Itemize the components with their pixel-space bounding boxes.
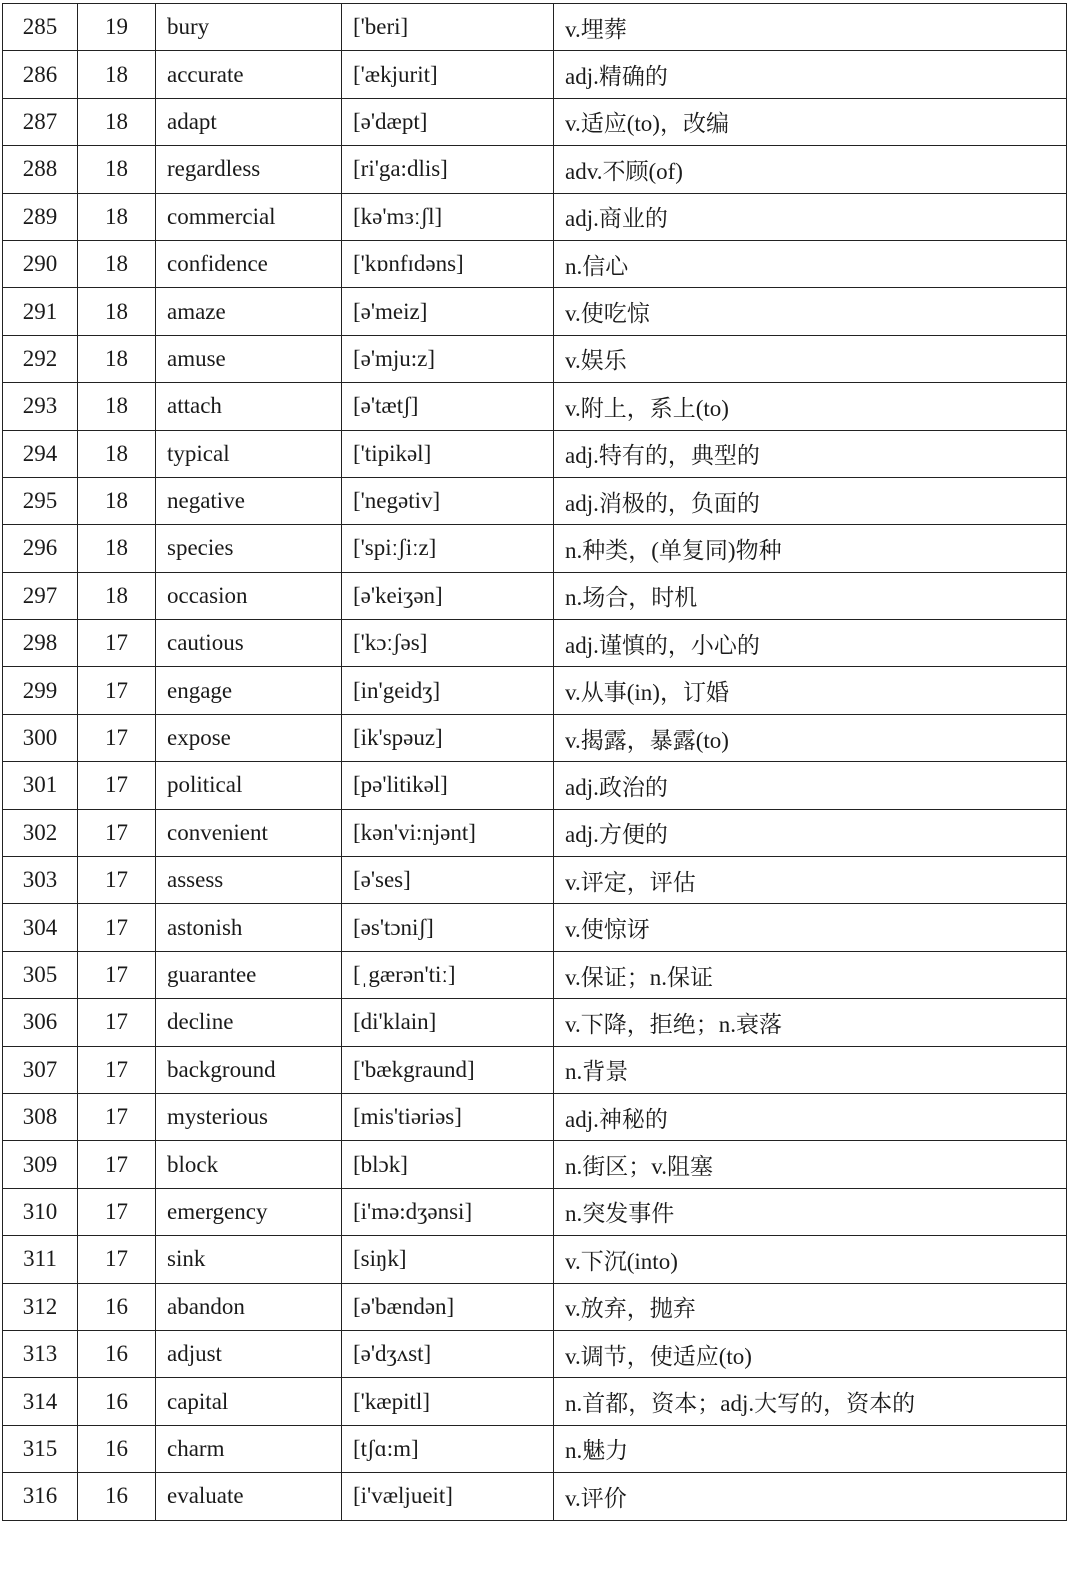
row-index: 312 bbox=[3, 1283, 78, 1330]
chinese-meaning: v.适应(to)，改编 bbox=[554, 98, 1067, 145]
phonetic-transcription: [ə'dæpt] bbox=[342, 98, 554, 145]
table-row bbox=[3, 146, 1067, 193]
row-index: 292 bbox=[3, 335, 78, 382]
row-index: 316 bbox=[3, 1473, 78, 1520]
frequency-count: 18 bbox=[78, 193, 156, 240]
chinese-meaning: n.魅力 bbox=[554, 1425, 1067, 1472]
table-row bbox=[3, 288, 1067, 335]
phonetic-transcription: [blɔk] bbox=[342, 1141, 554, 1188]
row-index: 300 bbox=[3, 714, 78, 761]
frequency-count: 16 bbox=[78, 1473, 156, 1520]
row-index: 296 bbox=[3, 525, 78, 572]
word: cautious bbox=[156, 620, 342, 667]
word: assess bbox=[156, 857, 342, 904]
chinese-meaning: v.放弃，抛弃 bbox=[554, 1283, 1067, 1330]
word: astonish bbox=[156, 904, 342, 951]
phonetic-transcription: [ə'meiz] bbox=[342, 288, 554, 335]
frequency-count: 18 bbox=[78, 477, 156, 524]
frequency-count: 17 bbox=[78, 1188, 156, 1235]
chinese-meaning: adj.精确的 bbox=[554, 51, 1067, 98]
phonetic-transcription: [ə'dʒʌst] bbox=[342, 1330, 554, 1377]
table-row bbox=[3, 477, 1067, 524]
chinese-meaning: adj.谨慎的，小心的 bbox=[554, 620, 1067, 667]
frequency-count: 17 bbox=[78, 904, 156, 951]
row-index: 286 bbox=[3, 51, 78, 98]
chinese-meaning: n.场合，时机 bbox=[554, 572, 1067, 619]
chinese-meaning: adj.特有的，典型的 bbox=[554, 430, 1067, 477]
word: expose bbox=[156, 714, 342, 761]
frequency-count: 17 bbox=[78, 667, 156, 714]
table-row bbox=[3, 809, 1067, 856]
chinese-meaning: v.使吃惊 bbox=[554, 288, 1067, 335]
chinese-meaning: v.评定，评估 bbox=[554, 857, 1067, 904]
frequency-count: 18 bbox=[78, 98, 156, 145]
chinese-meaning: v.娱乐 bbox=[554, 335, 1067, 382]
chinese-meaning: adj.消极的，负面的 bbox=[554, 477, 1067, 524]
row-index: 285 bbox=[3, 4, 78, 51]
frequency-count: 17 bbox=[78, 809, 156, 856]
table-row bbox=[3, 1236, 1067, 1283]
phonetic-transcription: [ə'keiʒən] bbox=[342, 572, 554, 619]
row-index: 302 bbox=[3, 809, 78, 856]
frequency-count: 17 bbox=[78, 1236, 156, 1283]
phonetic-transcription: [ə'tætʃ] bbox=[342, 383, 554, 430]
phonetic-transcription: ['tipikəl] bbox=[342, 430, 554, 477]
chinese-meaning: v.使惊讶 bbox=[554, 904, 1067, 951]
frequency-count: 17 bbox=[78, 951, 156, 998]
row-index: 301 bbox=[3, 762, 78, 809]
table-row bbox=[3, 1425, 1067, 1472]
frequency-count: 19 bbox=[78, 4, 156, 51]
word: attach bbox=[156, 383, 342, 430]
phonetic-transcription: [ik'spəuz] bbox=[342, 714, 554, 761]
table-row bbox=[3, 4, 1067, 51]
row-index: 287 bbox=[3, 98, 78, 145]
word: engage bbox=[156, 667, 342, 714]
table-row bbox=[3, 999, 1067, 1046]
table-row bbox=[3, 1473, 1067, 1520]
word: regardless bbox=[156, 146, 342, 193]
table-row bbox=[3, 51, 1067, 98]
word: decline bbox=[156, 999, 342, 1046]
phonetic-transcription: ['spiːʃiːz] bbox=[342, 525, 554, 572]
chinese-meaning: v.附上，系上(to) bbox=[554, 383, 1067, 430]
row-index: 305 bbox=[3, 951, 78, 998]
table-row bbox=[3, 1330, 1067, 1377]
frequency-count: 16 bbox=[78, 1330, 156, 1377]
chinese-meaning: adj.方便的 bbox=[554, 809, 1067, 856]
vocabulary-table-body bbox=[3, 4, 1067, 1521]
frequency-count: 18 bbox=[78, 51, 156, 98]
word: amuse bbox=[156, 335, 342, 382]
table-row bbox=[3, 714, 1067, 761]
frequency-count: 17 bbox=[78, 1093, 156, 1140]
table-row bbox=[3, 572, 1067, 619]
row-index: 304 bbox=[3, 904, 78, 951]
phonetic-transcription: [ə'mju:z] bbox=[342, 335, 554, 382]
frequency-count: 18 bbox=[78, 383, 156, 430]
chinese-meaning: v.调节，使适应(to) bbox=[554, 1330, 1067, 1377]
row-index: 313 bbox=[3, 1330, 78, 1377]
frequency-count: 17 bbox=[78, 620, 156, 667]
row-index: 309 bbox=[3, 1141, 78, 1188]
table-row bbox=[3, 240, 1067, 287]
word: species bbox=[156, 525, 342, 572]
phonetic-transcription: [ə'ses] bbox=[342, 857, 554, 904]
frequency-count: 17 bbox=[78, 714, 156, 761]
table-row bbox=[3, 904, 1067, 951]
frequency-count: 18 bbox=[78, 430, 156, 477]
word: background bbox=[156, 1046, 342, 1093]
word: amaze bbox=[156, 288, 342, 335]
phonetic-transcription: [kən'vi:njənt] bbox=[342, 809, 554, 856]
vocabulary-table bbox=[2, 3, 1067, 1521]
table-row bbox=[3, 1378, 1067, 1425]
word: capital bbox=[156, 1378, 342, 1425]
word: emergency bbox=[156, 1188, 342, 1235]
frequency-count: 18 bbox=[78, 288, 156, 335]
row-index: 299 bbox=[3, 667, 78, 714]
table-row bbox=[3, 193, 1067, 240]
row-index: 291 bbox=[3, 288, 78, 335]
word: guarantee bbox=[156, 951, 342, 998]
table-row bbox=[3, 98, 1067, 145]
table-row bbox=[3, 762, 1067, 809]
phonetic-transcription: [i'væljueit] bbox=[342, 1473, 554, 1520]
word: evaluate bbox=[156, 1473, 342, 1520]
row-index: 310 bbox=[3, 1188, 78, 1235]
phonetic-transcription: ['kɔːʃəs] bbox=[342, 620, 554, 667]
word: typical bbox=[156, 430, 342, 477]
chinese-meaning: v.揭露，暴露(to) bbox=[554, 714, 1067, 761]
row-index: 307 bbox=[3, 1046, 78, 1093]
row-index: 295 bbox=[3, 477, 78, 524]
table-row bbox=[3, 430, 1067, 477]
word: bury bbox=[156, 4, 342, 51]
table-row bbox=[3, 620, 1067, 667]
table-row bbox=[3, 1188, 1067, 1235]
table-row bbox=[3, 667, 1067, 714]
phonetic-transcription: ['ækjurit] bbox=[342, 51, 554, 98]
chinese-meaning: v.评价 bbox=[554, 1473, 1067, 1520]
word: accurate bbox=[156, 51, 342, 98]
table-row bbox=[3, 857, 1067, 904]
row-index: 315 bbox=[3, 1425, 78, 1472]
frequency-count: 17 bbox=[78, 762, 156, 809]
frequency-count: 17 bbox=[78, 1046, 156, 1093]
row-index: 293 bbox=[3, 383, 78, 430]
table-row bbox=[3, 1046, 1067, 1093]
table-row bbox=[3, 335, 1067, 382]
frequency-count: 17 bbox=[78, 857, 156, 904]
word: political bbox=[156, 762, 342, 809]
phonetic-transcription: [əs'tɔniʃ] bbox=[342, 904, 554, 951]
table-row bbox=[3, 1141, 1067, 1188]
frequency-count: 16 bbox=[78, 1283, 156, 1330]
word: convenient bbox=[156, 809, 342, 856]
table-row bbox=[3, 951, 1067, 998]
row-index: 311 bbox=[3, 1236, 78, 1283]
row-index: 306 bbox=[3, 999, 78, 1046]
frequency-count: 17 bbox=[78, 999, 156, 1046]
word: block bbox=[156, 1141, 342, 1188]
word: charm bbox=[156, 1425, 342, 1472]
phonetic-transcription: [siŋk] bbox=[342, 1236, 554, 1283]
frequency-count: 18 bbox=[78, 572, 156, 619]
phonetic-transcription: ['kɒnfɪdəns] bbox=[342, 240, 554, 287]
word: mysterious bbox=[156, 1093, 342, 1140]
row-index: 290 bbox=[3, 240, 78, 287]
row-index: 288 bbox=[3, 146, 78, 193]
frequency-count: 18 bbox=[78, 335, 156, 382]
frequency-count: 18 bbox=[78, 146, 156, 193]
phonetic-transcription: [ˌgærən'tiː] bbox=[342, 951, 554, 998]
phonetic-transcription: ['kæpitl] bbox=[342, 1378, 554, 1425]
chinese-meaning: n.种类，(单复同)物种 bbox=[554, 525, 1067, 572]
chinese-meaning: v.从事(in)，订婚 bbox=[554, 667, 1067, 714]
frequency-count: 17 bbox=[78, 1141, 156, 1188]
phonetic-transcription: [i'mə:dʒənsi] bbox=[342, 1188, 554, 1235]
table-row bbox=[3, 525, 1067, 572]
word: adapt bbox=[156, 98, 342, 145]
word: occasion bbox=[156, 572, 342, 619]
phonetic-transcription: ['negətiv] bbox=[342, 477, 554, 524]
chinese-meaning: v.下沉(into) bbox=[554, 1236, 1067, 1283]
table-row bbox=[3, 1283, 1067, 1330]
row-index: 297 bbox=[3, 572, 78, 619]
frequency-count: 16 bbox=[78, 1425, 156, 1472]
phonetic-transcription: ['bækgraund] bbox=[342, 1046, 554, 1093]
phonetic-transcription: [di'klain] bbox=[342, 999, 554, 1046]
word: sink bbox=[156, 1236, 342, 1283]
chinese-meaning: v.下降，拒绝；n.衰落 bbox=[554, 999, 1067, 1046]
phonetic-transcription: [pə'litikəl] bbox=[342, 762, 554, 809]
phonetic-transcription: [tʃɑ:m] bbox=[342, 1425, 554, 1472]
phonetic-transcription: ['beri] bbox=[342, 4, 554, 51]
frequency-count: 16 bbox=[78, 1378, 156, 1425]
chinese-meaning: v.埋葬 bbox=[554, 4, 1067, 51]
chinese-meaning: n.信心 bbox=[554, 240, 1067, 287]
phonetic-transcription: [ə'bændən] bbox=[342, 1283, 554, 1330]
frequency-count: 18 bbox=[78, 525, 156, 572]
chinese-meaning: n.突发事件 bbox=[554, 1188, 1067, 1235]
row-index: 294 bbox=[3, 430, 78, 477]
row-index: 298 bbox=[3, 620, 78, 667]
word: negative bbox=[156, 477, 342, 524]
chinese-meaning: adj.神秘的 bbox=[554, 1093, 1067, 1140]
phonetic-transcription: [ri'ga:dlis] bbox=[342, 146, 554, 193]
row-index: 308 bbox=[3, 1093, 78, 1140]
chinese-meaning: adj.商业的 bbox=[554, 193, 1067, 240]
phonetic-transcription: [mis'tiəriəs] bbox=[342, 1093, 554, 1140]
row-index: 314 bbox=[3, 1378, 78, 1425]
word: abandon bbox=[156, 1283, 342, 1330]
chinese-meaning: adv.不顾(of) bbox=[554, 146, 1067, 193]
word: confidence bbox=[156, 240, 342, 287]
row-index: 289 bbox=[3, 193, 78, 240]
word: commercial bbox=[156, 193, 342, 240]
table-row bbox=[3, 383, 1067, 430]
row-index: 303 bbox=[3, 857, 78, 904]
chinese-meaning: v.保证；n.保证 bbox=[554, 951, 1067, 998]
phonetic-transcription: [kə'mɜːʃl] bbox=[342, 193, 554, 240]
phonetic-transcription: [in'geidʒ] bbox=[342, 667, 554, 714]
chinese-meaning: n.街区；v.阻塞 bbox=[554, 1141, 1067, 1188]
chinese-meaning: n.首都，资本；adj.大写的，资本的 bbox=[554, 1378, 1067, 1425]
chinese-meaning: n.背景 bbox=[554, 1046, 1067, 1093]
word: adjust bbox=[156, 1330, 342, 1377]
frequency-count: 18 bbox=[78, 240, 156, 287]
table-row bbox=[3, 1093, 1067, 1140]
chinese-meaning: adj.政治的 bbox=[554, 762, 1067, 809]
